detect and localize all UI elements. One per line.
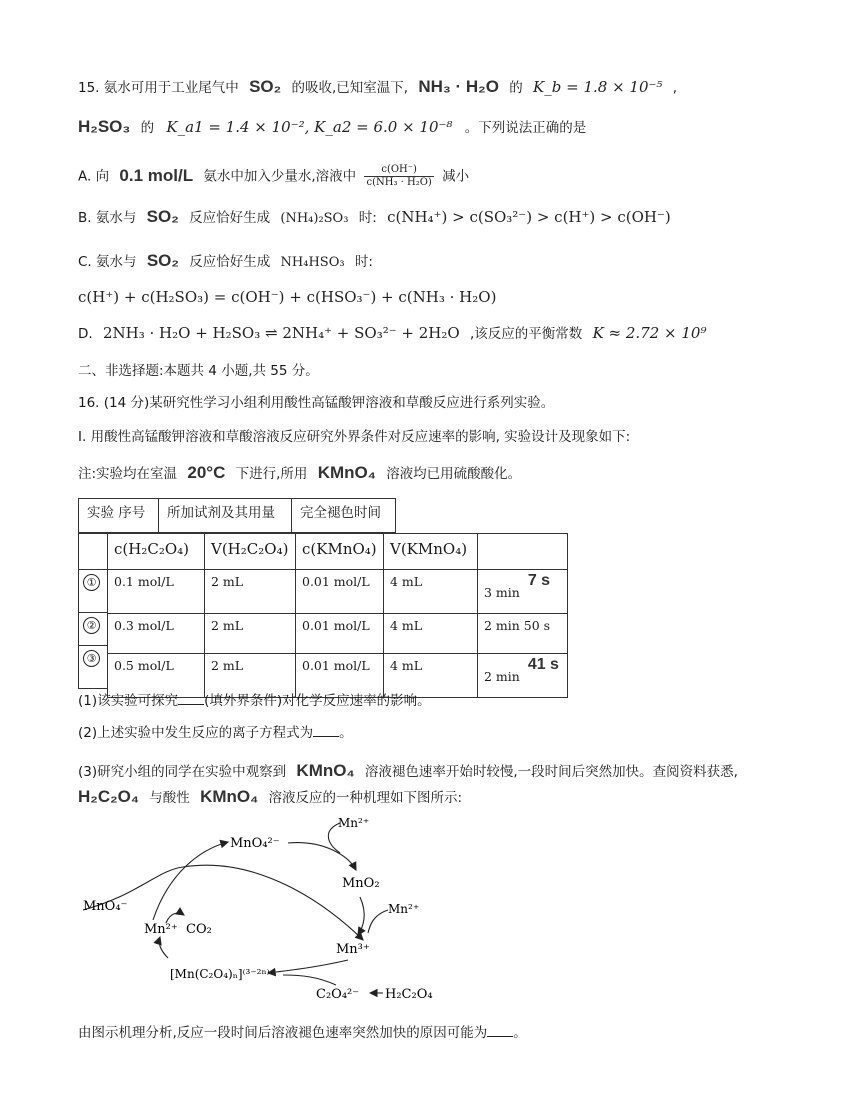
cell-c-kmno4: 0.01 mol/L — [296, 614, 384, 654]
table-row — [108, 534, 568, 570]
option-b[interactable] — [78, 206, 671, 230]
formula-so2: SO₂ — [249, 77, 282, 96]
label-mno4: MnO₄⁻ — [83, 899, 128, 914]
cell-c-h2c2o4: 0.5 mol/L — [108, 654, 205, 698]
subquestion-text: (1)该实验可探究 — [78, 693, 179, 709]
subquestion-text: 与酸性 — [149, 790, 190, 806]
cell-v-kmno4: 4 mL — [384, 654, 478, 698]
section-heading: 二、非选择题:本题共 4 小题,共 55 分。 — [78, 363, 319, 379]
arrow-mn3-to-complex — [268, 960, 348, 973]
option-c-text: 时: — [354, 254, 373, 270]
formula-h2c2o4: H₂C₂O₄ — [78, 787, 139, 806]
q15-text: 15. 氨水可用于工业尾气中 — [78, 80, 239, 96]
cell-time — [478, 570, 568, 614]
final-question-text: 由图示机理分析,反应一段时间后溶液褪色速率突然加快的原因可能为 — [78, 1025, 488, 1041]
label-co2: CO₂ — [186, 922, 212, 937]
time-min: 2 min — [484, 669, 520, 684]
formula-salt: NH₄HSO₃ — [280, 255, 345, 270]
subquestion-2 — [78, 722, 353, 744]
time-min: 3 min — [484, 585, 520, 600]
option-b-text: 反应恰好生成 — [189, 210, 271, 226]
fraction-oh-nh3 — [364, 164, 433, 189]
header-cell: 完全褪色时间 — [292, 499, 396, 533]
q16-part1: I. 用酸性高锰酸钾溶液和草酸溶液反应研究外界条件对反应速率的影响, 实验设计及现象如下: — [78, 429, 631, 445]
arrow-mno4-to-mno2 — [288, 843, 356, 870]
formula-equation: 2NH₃ · H₂O + H₂SO₃ ⇌ 2NH₄⁺ + SO₃²⁻ + 2H₂O — [102, 324, 460, 342]
time-sec: 7 s — [527, 572, 551, 589]
formula-k: K ≈ 2.72 × 10⁹ — [592, 324, 707, 342]
q15-line1 — [78, 76, 677, 99]
label-mn2-right: Mn²⁺ — [388, 902, 420, 916]
cell-time — [478, 654, 568, 698]
experiment-table — [107, 533, 568, 698]
subquestion-1 — [78, 690, 431, 712]
subquestion-3 — [78, 760, 738, 783]
subquestion-3-cont — [78, 786, 462, 809]
row-label-3 — [78, 645, 107, 689]
answer-blank[interactable] — [313, 723, 339, 737]
note-text: 溶液均已用硫酸酸化。 — [386, 466, 522, 482]
column-header: V(H₂C₂O₄) — [205, 534, 296, 570]
q16-note — [78, 462, 521, 485]
formula-relation: c(NH₄⁺) > c(SO₃²⁻) > c(H⁺) > c(OH⁻) — [387, 208, 671, 226]
option-c[interactable] — [78, 250, 373, 274]
option-a-label: A. 向 — [78, 168, 110, 185]
arrow-mn2-right — [368, 910, 388, 933]
formula-kb: K_b = 1.8 × 10⁻⁵ — [533, 78, 663, 96]
formula-nh3-h2o: NH₃ · H₂O — [418, 77, 499, 96]
formula-kmno4: KMnO₄ — [296, 761, 355, 780]
formula-h2so3: H₂SO₃ — [78, 117, 131, 136]
option-b-label: B. 氨水与 — [78, 210, 137, 226]
q15-text: 。下列说法正确的是 — [464, 120, 587, 136]
arrow-complex-to-mn2 — [159, 937, 168, 958]
q15-text: , — [672, 80, 678, 96]
row-number: ② — [83, 617, 100, 634]
cell-v-kmno4: 4 mL — [384, 614, 478, 654]
label-mno2: MnO₂ — [342, 876, 380, 891]
final-question-text: 。 — [513, 1025, 527, 1041]
subquestion-text: (3)研究小组的同学在实验中观察到 — [78, 764, 287, 780]
table-row — [108, 570, 568, 614]
q15-text: 的 — [140, 120, 155, 136]
option-d[interactable] — [78, 322, 707, 345]
q16-title: 16. (14 分)某研究性学习小组利用酸性高锰酸钾溶液和草酸反应进行系列实验。 — [78, 395, 555, 411]
arrow-mno2-to-mn3 — [358, 897, 364, 935]
row-label-header — [78, 533, 107, 570]
note-text: 注:实验均在室温 — [78, 466, 178, 482]
experiment-header-table — [78, 498, 396, 533]
q15-text: 的吸收,已知室温下, — [291, 80, 409, 96]
subquestion-text: 。 — [339, 725, 353, 741]
answer-blank[interactable] — [178, 691, 204, 705]
cell-v-h2c2o4: 2 mL — [205, 570, 296, 614]
header-cell: 实验 序号 — [79, 499, 159, 533]
option-a-text: 减小 — [442, 168, 470, 185]
final-question — [78, 1022, 527, 1044]
cell-v-kmno4: 4 mL — [384, 570, 478, 614]
subquestion-text: 溶液褪色速率开始时较慢,一段时间后突然加快。查阅资料获悉, — [364, 764, 738, 780]
formula-kmno4: KMnO₄ — [200, 787, 259, 806]
header-cell: 所加试剂及其用量 — [159, 499, 292, 533]
formula-concentration: 0.1 mol/L — [119, 165, 194, 185]
answer-blank[interactable] — [487, 1023, 513, 1037]
table-row — [108, 614, 568, 654]
option-a[interactable] — [78, 164, 469, 189]
formula-ka: K_a1 = 1.4 × 10⁻², K_a2 = 6.0 × 10⁻⁸ — [166, 118, 453, 136]
subquestion-text: 溶液反应的一种机理如下图所示: — [268, 790, 463, 806]
cell-c-kmno4: 0.01 mol/L — [296, 654, 384, 698]
option-c-label: C. 氨水与 — [78, 254, 137, 270]
mechanism-diagram — [78, 815, 478, 1010]
note-text: 下进行,所用 — [235, 466, 308, 482]
label-h2c2o4: H₂C₂O₄ — [385, 987, 433, 1002]
fraction-denominator: c(NH₃ · H₂O) — [366, 177, 432, 188]
label-c2o4: C₂O₄²⁻ — [316, 987, 360, 1002]
formula-so2: SO₂ — [146, 207, 179, 226]
formula-kmno4: KMnO₄ — [317, 463, 376, 482]
option-c-text: 反应恰好生成 — [189, 254, 271, 270]
subquestion-text: (2)上述实验中发生反应的离子方程式为 — [78, 725, 314, 741]
option-d-label: D. — [78, 326, 93, 342]
cell-v-h2c2o4: 2 mL — [205, 654, 296, 698]
column-header: V(KMnO₄) — [384, 534, 478, 570]
arrow-mn2-to-mno4 — [153, 842, 228, 920]
row-label-2 — [78, 612, 107, 646]
label-mn2-left: Mn²⁺ — [144, 922, 178, 937]
q15-line2 — [78, 116, 586, 139]
row-number: ③ — [83, 650, 100, 667]
formula-salt: (NH₄)₂SO₃ — [280, 211, 349, 226]
fraction-numerator: c(OH⁻) — [381, 164, 417, 175]
column-header: c(H₂C₂O₄) — [108, 534, 205, 570]
label-complex: [Mn(C₂O₄)ₙ]⁽³⁻²ⁿ⁾ — [170, 967, 270, 981]
formula-so2: SO₂ — [146, 251, 179, 270]
cell-v-h2c2o4: 2 mL — [205, 614, 296, 654]
subquestion-text: (填外界条件)对化学反应速率的影响。 — [204, 693, 431, 709]
cell-c-h2c2o4: 0.1 mol/L — [108, 570, 205, 614]
option-b-text: 时: — [358, 210, 377, 226]
arrow-c2o4-to-complex — [283, 975, 336, 985]
row-number: ① — [83, 574, 100, 591]
cell-c-kmno4: 0.01 mol/L — [296, 570, 384, 614]
q15-text: 的 — [509, 80, 523, 96]
formula-temperature: 20°C — [187, 463, 226, 482]
option-d-text: ,该反应的平衡常数 — [469, 326, 583, 342]
time-sec: 41 s — [527, 656, 559, 673]
label-mno4-2: MnO₄²⁻ — [230, 836, 280, 851]
cell-time: 2 min 50 s — [478, 614, 568, 654]
row-label-1 — [78, 569, 107, 613]
label-mn2-top: Mn²⁺ — [338, 816, 370, 830]
column-header — [478, 534, 568, 570]
option-c-equation: c(H⁺) + c(H₂SO₃) = c(OH⁻) + c(HSO₃⁻) + c(NH₃ · H₂O) — [78, 288, 497, 306]
option-a-text: 氨水中加入少量水,溶液中 — [203, 168, 357, 185]
cell-c-h2c2o4: 0.3 mol/L — [108, 614, 205, 654]
column-header: c(KMnO₄) — [296, 534, 384, 570]
label-mn3: Mn³⁺ — [336, 942, 370, 957]
